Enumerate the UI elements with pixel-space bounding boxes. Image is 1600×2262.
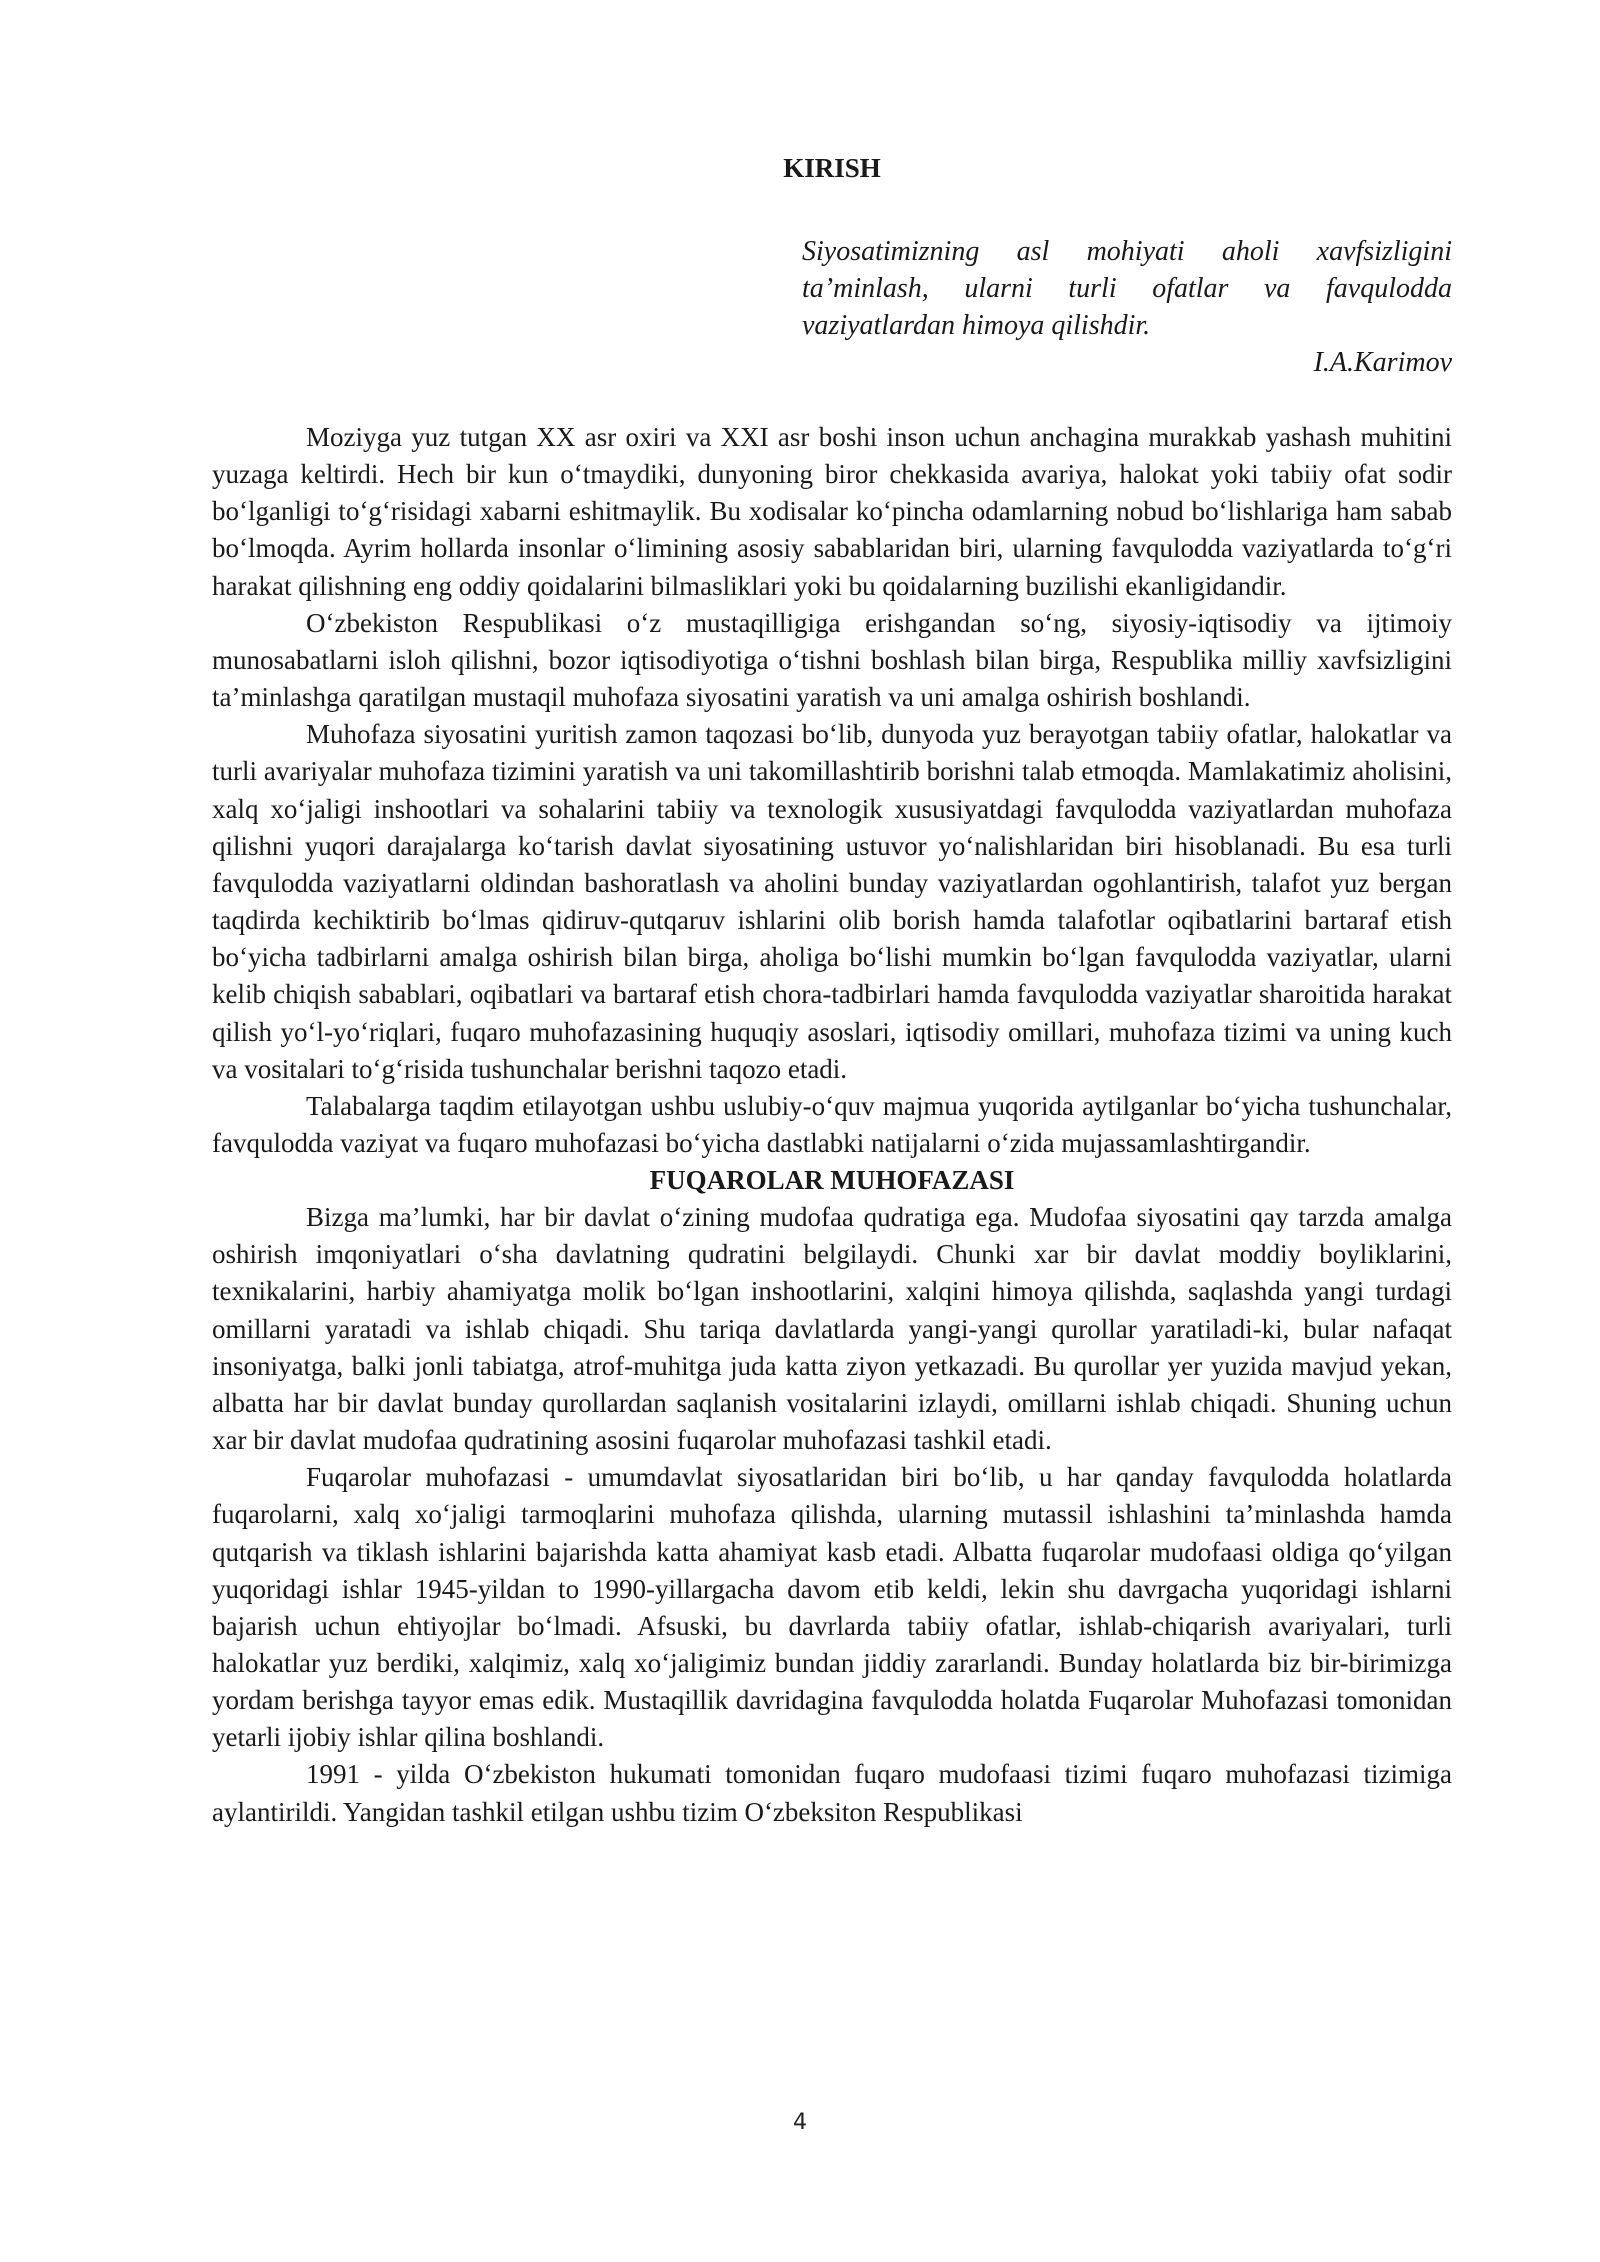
page-title: KIRISH — [783, 153, 881, 183]
epigraph-text: Siyosatimizning asl mohiyati aholi xavfsizligini ta’minlash, ularni turli ofatlar va favqulodda vaziyatlardan himoya qilishdir. — [802, 236, 1452, 341]
epigraph — [802, 233, 1452, 381]
paragraph: Moziyga yuz tutgan XX asr oxiri va XXI asr boshi inson uchun anchagina murakkab yashash muhitini yuzaga keltirdi. Hech bir kun o‘tmaydiki, dunyoning biror chekkasida avariya, halokat yoki tabiiy ofat sodir bo‘lganligi to‘g‘risidagi xabarni eshitmaylik. Bu xodisalar ko‘pincha odamlarning nobud bo‘lishlariga ham sabab bo‘lmoqda. Ayrim hollarda insonlar o‘limining asosiy sabablaridan biri, ularning favqulodda vaziyatlarda to‘g‘ri harakat qilishning eng oddiy qoidalarini bilmasliklari yoki bu qoidalarning buzilishi ekanligidandir. — [212, 422, 1452, 601]
document-page — [212, 150, 1452, 1831]
epigraph-author: I.A.Karimov — [1313, 347, 1452, 378]
page-number: 4 — [793, 2110, 807, 2135]
paragraph: Talabalarga taqdim etilayotgan ushbu uslubiy-o‘quv majmua yuqorida aytilganlar bo‘yicha tushunchalar, favqulodda vaziyat va fuqaro muhofazasi bo‘yicha dastlabki natijalarni o‘zida mujassamlashtirgandir. — [212, 1090, 1452, 1158]
paragraph: Muhofaza siyosatini yuritish zamon taqozasi bo‘lib, dunyoda yuz berayotgan tabiiy ofatlar, halokatlar va turli avariyalar muhofaza tizimini yaratish va uni takomillashtirib borishni talab etmoqda. Mamlakatimiz aholisini, xalq xo‘jaligi inshootlari va sohalarini tabiiy va texnologik xususiyatdagi favqulodda vaziyatlardan muhofaza qilishni yuqori darajalarga ko‘tarish davlat siyosatining ustuvor yo‘nalishlaridan biri hisoblanadi. Bu esa turli favqulodda vaziyatlarni oldindan bashoratlash va aholini bunday vaziyatlardan ogohlantirish, talafot yuz bergan taqdirda kechiktirib bo‘lmas qidiruv-qutqaruv ishlarini olib borish hamda talafotlar oqibatlarini bartaraf etish bo‘yicha tadbirlarni amalga oshirish bilan birga, aholiga bo‘lishi mumkin bo‘lgan favqulodda vaziyatlar, ularni kelib chiqish sabablari, oqibatlari va bartaraf etish chora-tadbirlari hamda favqulodda vaziyatlar sharoitida harakat qilish yo‘l-yo‘riqlari, fuqaro muhofazasining huquqiy asoslari, iqtisodiy omillari, muhofaza tizimi va uning kuch va vositalari to‘g‘risida tushunchalar berishni taqozo etadi. — [212, 719, 1452, 1084]
paragraph: Bizga ma’lumki, har bir davlat o‘zining mudofaa qudratiga ega. Mudofaa siyosatini qay tarzda amalga oshirish imqoniyatlari o‘sha davlatning qudratini belgilaydi. Chunki xar bir davlat moddiy boyliklarini, texnikalarini, harbiy ahamiyatga molik bo‘lgan inshootlarini, xalqini himoya qilishda, saqlashda yangi turdagi omillarni yaratadi va ishlab chiqadi. Shu tariqa davlatlarda yangi-yangi qurollar yaratiladi-ki, bular nafaqat insoniyatga, balki jonli tabiatga, atrof-muhitga juda katta ziyon yetkazadi. Bu qurollar yer yuzida mavjud yekan, albatta har bir davlat bunday qurollardan saqlanish vositalarini izlaydi, omillarni ishlab chiqadi. Shuning uchun xar bir davlat mudofaa qudratining asosini fuqarolar muhofazasi tashkil etadi. — [212, 1202, 1452, 1456]
section-heading: FUQAROLAR MUHOFAZASI — [649, 1165, 1015, 1196]
body-text — [212, 419, 1452, 1831]
paragraph: O‘zbekiston Respublikasi o‘z mustaqilligiga erishgandan so‘ng, siyosiy-iqtisodiy va ijtimoiy munosabatlarni isloh qilishni, bozor iqtisodiyotiga o‘tishni boshlash bilan birga, Respublika milliy xavfsizligini ta’minlashga qaratilgan mustaqil muhofaza siyosatini yaratish va uni amalga oshirish boshlandi. — [212, 607, 1452, 713]
paragraph: 1991 - yilda O‘zbekiston hukumati tomonidan fuqaro mudofaasi tizimi fuqaro muhofazasi tizimiga aylantirildi. Yangidan tashkil etilgan ushbu tizim O‘zbeksiton Respublikasi — [212, 1759, 1452, 1827]
paragraph: Fuqarolar muhofazasi - umumdavlat siyosatlaridan biri bo‘lib, u har qanday favqulodda holatlarda fuqarolarni, xalq xo‘jaligi tarmoqlarini muhofaza qilishda, ularning mutassil ishlashini ta’minlashda hamda qutqarish va tiklash ishlarini bajarishda katta ahamiyat kasb etadi. Albatta fuqarolar mudofaasi oldiga qo‘yilgan yuqoridagi ishlar 1945-yildan to 1990-yillargacha davom etib keldi, lekin shu davrgacha yuqoridagi ishlarni bajarish uchun ehtiyojlar bo‘lmadi. Afsuski, bu davrlarda tabiiy ofatlar, ishlab-chiqarish avariyalari, turli halokatlar yuz berdiki, xalqimiz, xalq xo‘jaligimiz bundan jiddiy zararlandi. Bunday holatlarda biz bir-birimizga yordam berishga tayyor emas edik. Mustaqillik davridagina favqulodda holatda Fuqarolar Muhofazasi tomonidan yetarli ijobiy ishlar qilina boshlandi. — [212, 1462, 1452, 1753]
